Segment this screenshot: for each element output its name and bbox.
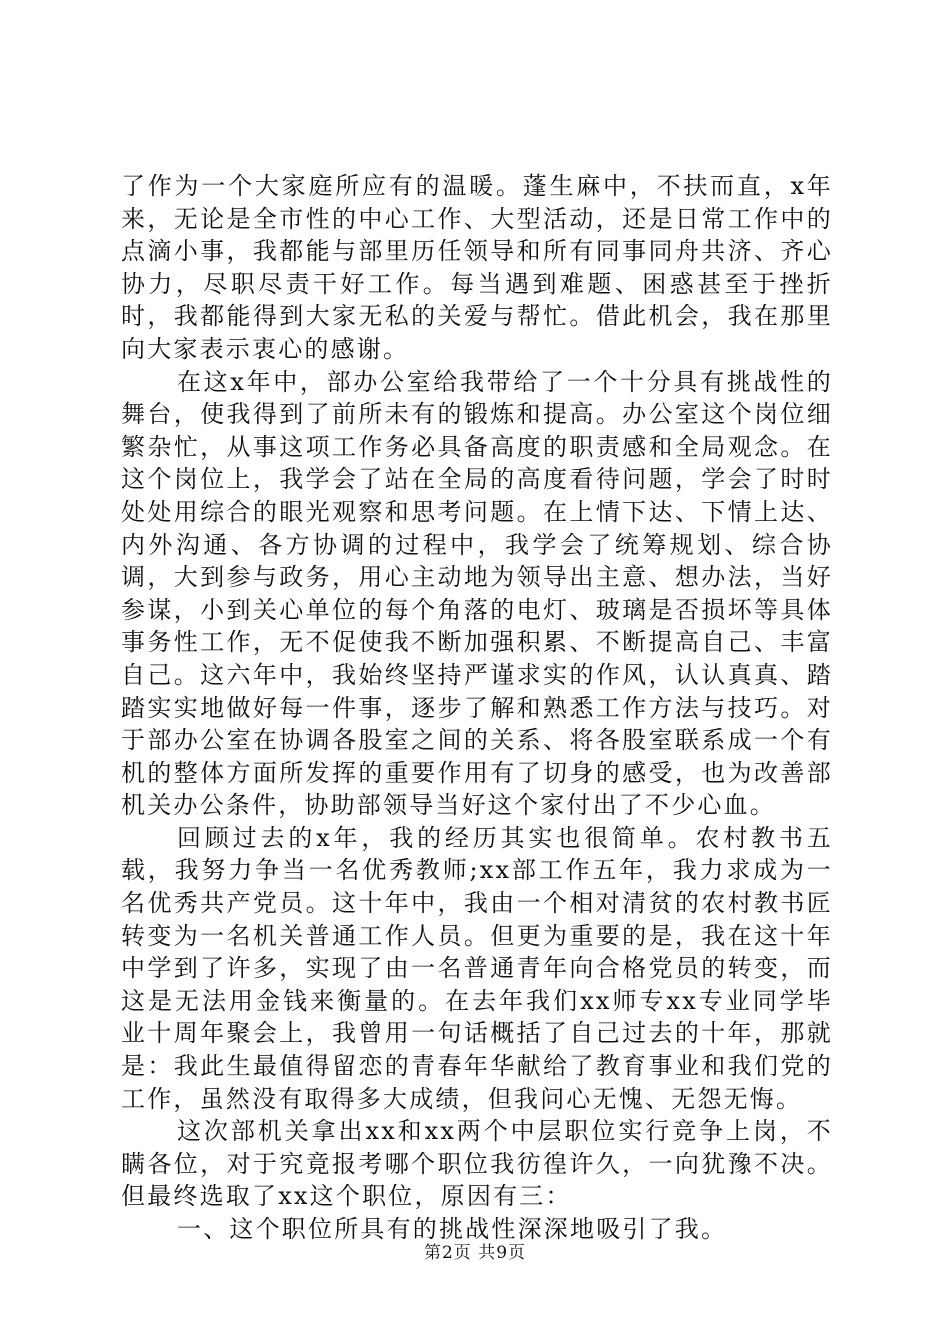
paragraph-2: 在这x年中，部办公室给我带给了一个十分具有挑战性的舞台，使我得到了前所未有的锻炼和提高。办公室这个岗位细繁杂忙，从事这项工作务必具备高度的职责感和全局观念。在这个岗位上，我学会了站在全局的高度看待问题，学会了时时处处用综合的眼光观察和思考问题。在上情下达、下情上达、内外沟通、各方协调的过程中，我学会了统筹规划、综合协调，大到参与政务，用心主动地为领导出主意、想办法，当好参谋，小到关心单位的每个角落的电灯、玻璃是否损坏等具体事务性工作，无不促使我不断加强积累、不断提高自己、丰富自己。这六年中，我始终坚持严谨求实的作风，认认真真、踏踏实实地做好每一件事，逐步了解和熟悉工作方法与技巧。对于部办公室在协调各股室之间的关系、将各股室联系成一个有机的整体方面所发挥的重要作用有了切身的感受，也为改善部机关办公条件，协助部领导当好这个家付出了不少心血。 <box>121 367 833 820</box>
paragraph-5: 一、这个职位所具有的挑战性深深地吸引了我。 <box>177 1215 728 1243</box>
page-number-footer: 第2页 共9页 <box>423 1243 527 1263</box>
document-body <box>121 170 833 1246</box>
paragraph-3: 回顾过去的x年，我的经历其实也很简单。农村教书五载，我努力争当一名优秀教师;xx部工作五年，我力求成为一名优秀共产党员。这十年中，我由一个相对清贫的农村教书匠转变为一名机关普通工作人员。但更为重要的是，我在这十年中学到了许多，实现了由一名普通青年向合格党员的转变，而这是无法用金钱来衡量的。在去年我们xx师专xx专业同学毕业十周年聚会上，我曾用一句话概括了自己过去的十年，那就是：我此生最值得留恋的青春年华献给了教育事业和我们党的工作，虽然没有取得多大成绩，但我问心无愧、无怨无悔。 <box>121 823 833 1113</box>
paragraph-1: 了作为一个大家庭所应有的温暖。蓬生麻中，不扶而直，x年来，无论是全市性的中心工作、大型活动，还是日常工作中的点滴小事，我都能与部里历任领导和所有同事同舟共济、齐心协力，尽职尽责干好工作。每当遇到难题、困惑甚至于挫折时，我都能得到大家无私的关爱与帮忙。借此机会，我在那里向大家表示衷心的感谢。 <box>121 172 833 363</box>
paragraph-4: 这次部机关拿出xx和xx两个中层职位实行竞争上岗，不瞒各位，对于究竟报考哪个职位我彷徨许久，一向犹豫不决。但最终选取了xx这个职位，原因有三： <box>121 1117 833 1211</box>
